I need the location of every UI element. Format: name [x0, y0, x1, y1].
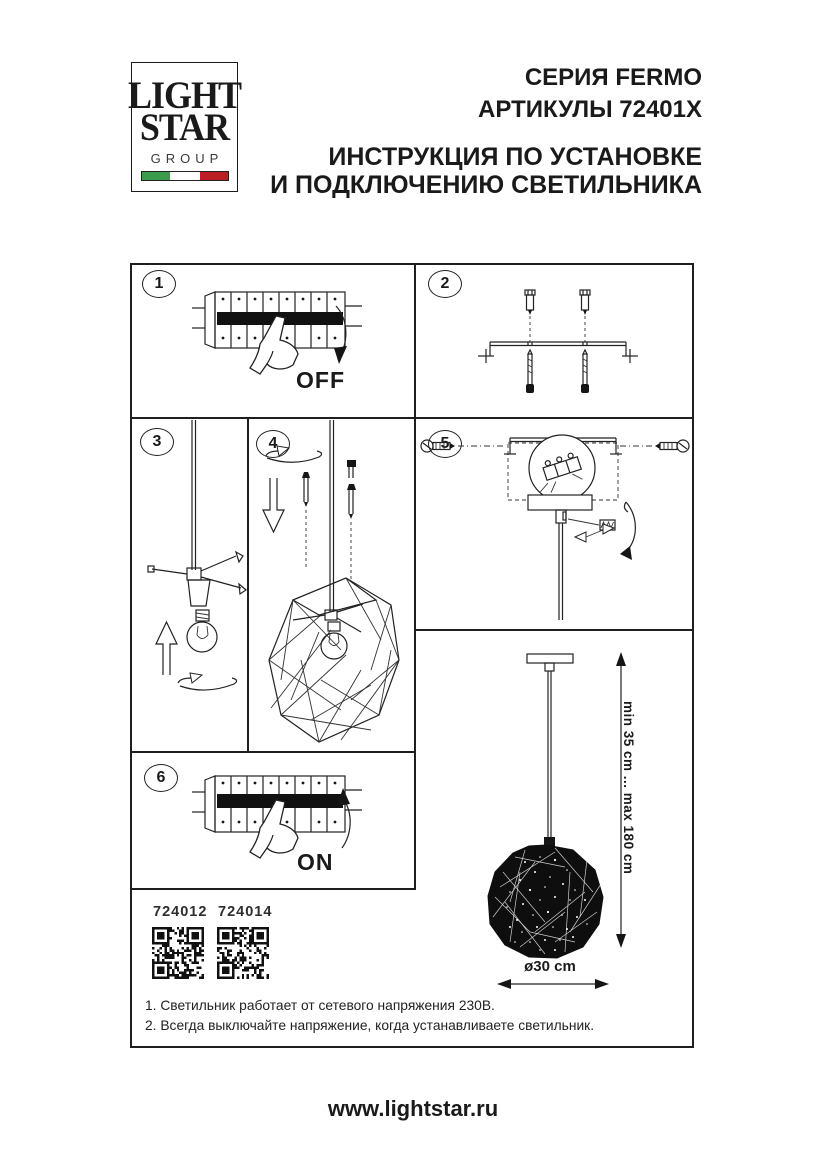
faceted-shade-drawing	[488, 845, 603, 958]
suspension-rod	[544, 671, 555, 847]
height-dimension-label: min 35 cm ... max 180 cm	[621, 701, 636, 875]
screw-icon	[526, 350, 589, 393]
step-4-illustration	[251, 420, 413, 750]
arrow-down-icon	[263, 478, 284, 532]
grid-line	[414, 629, 694, 631]
instruction-title-line1: ИНСТРУКЦИЯ ПО УСТАНОВКЕ	[328, 143, 702, 171]
qr-code	[217, 927, 269, 979]
header-series-block	[478, 62, 702, 126]
step-3-illustration	[140, 420, 248, 715]
step-6-illustration	[190, 766, 368, 874]
slide-arrows-icon	[575, 524, 614, 542]
grid-line	[130, 888, 416, 890]
grid-line	[130, 751, 416, 753]
step-6-number: 6	[156, 769, 166, 786]
note-line: 2. Всегда выключайте напряжение, когда устанавливаете светильник.	[145, 1017, 595, 1033]
grid-line	[130, 417, 694, 419]
series-title: СЕРИЯ FERMO	[524, 64, 702, 91]
suspension-rod	[192, 420, 196, 570]
step-6-badge	[144, 764, 178, 792]
rotate-arrow-icon	[178, 673, 237, 690]
sku-label: 724012	[153, 904, 208, 920]
step-1-badge	[142, 270, 176, 298]
canopy-and-rod	[528, 495, 592, 620]
wall-anchor-icon	[525, 290, 590, 315]
qr-code	[152, 927, 204, 979]
logo-word-group: GROUP	[150, 151, 224, 167]
ceiling-plate-icon	[527, 654, 573, 671]
sku-label: 724014	[218, 904, 273, 920]
logo-word-star: STAR	[139, 104, 230, 149]
screw-icon	[302, 460, 356, 580]
instruction-title-line2: И ПОДКЛЮЧЕНИЮ СВЕТИЛЬНИКА	[270, 171, 702, 199]
step-6-caption: ON	[297, 849, 334, 875]
articles-title: АРТИКУЛЫ 72401X	[478, 96, 702, 123]
diameter-dimension-line	[497, 979, 609, 989]
step-2-illustration	[468, 286, 638, 408]
step-4-number: 4	[268, 435, 278, 452]
spider-bracket-icon	[148, 552, 246, 606]
italian-flag-icon	[141, 171, 229, 181]
note-line: 1. Светильник работает от сетевого напряжения 230В.	[145, 998, 495, 1013]
step-5-illustration	[418, 424, 692, 627]
rotate-arrow-icon	[620, 502, 635, 560]
detail-balloon	[529, 435, 595, 502]
rotate-arrow-icon	[266, 446, 322, 462]
lamp-overview-illustration	[415, 632, 694, 1044]
light-bulb-icon	[187, 610, 217, 652]
header-instruction-block	[270, 143, 702, 199]
lightstar-logo	[127, 62, 242, 192]
safety-notes	[145, 996, 594, 1035]
website-url: www.lightstar.ru	[327, 1096, 499, 1121]
pointing-hand-icon	[250, 800, 298, 858]
logo-word-light: LIGHT	[127, 73, 242, 117]
step-3-number: 3	[152, 433, 162, 450]
mounting-bar-icon	[478, 342, 638, 363]
step-1-number: 1	[154, 275, 164, 292]
step-2-number: 2	[440, 275, 450, 292]
step-5-number: 5	[440, 435, 450, 452]
diameter-dimension-label: ø30 cm	[524, 958, 576, 975]
step-2-badge	[428, 270, 462, 298]
step-1-caption: OFF	[296, 367, 345, 393]
arrow-up-icon	[156, 622, 177, 675]
